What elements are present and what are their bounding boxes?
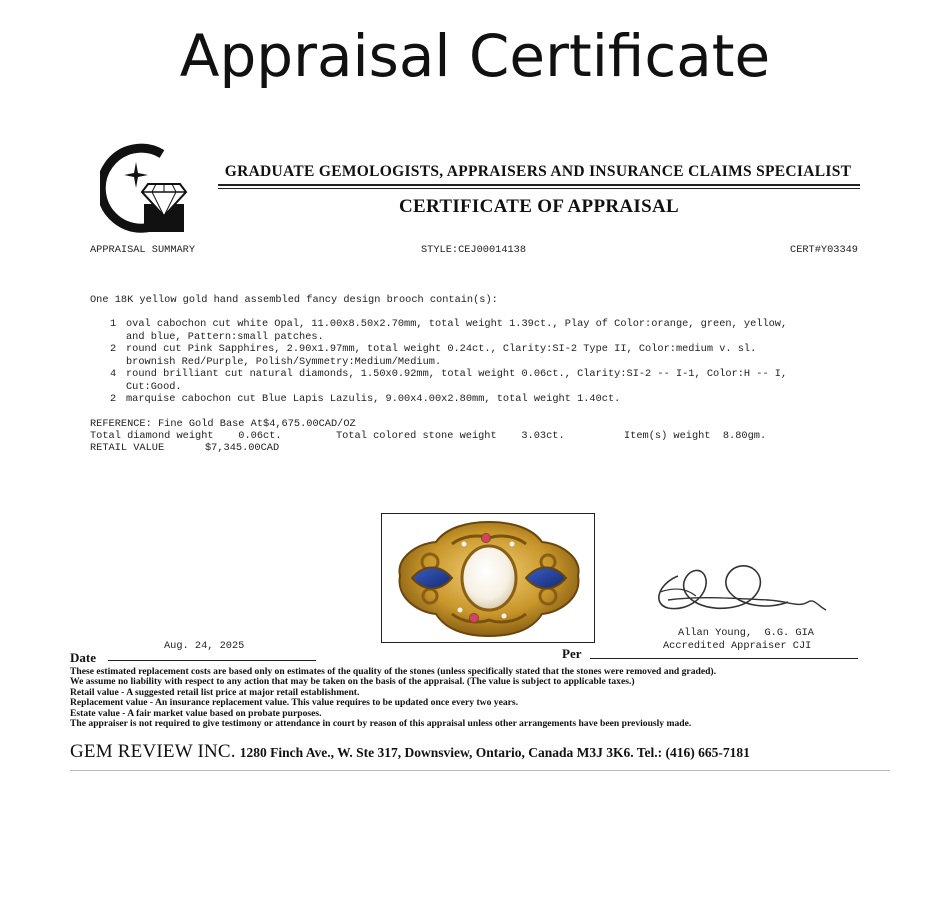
- date-label: Date: [70, 650, 96, 665]
- list-item: The appraiser is not required to give testimony or attendance in court by reason of this appraisal unless other arrangements have been previously made.: [70, 718, 692, 730]
- list-item: Replacement value - An insurance replacement value. This value requires to be updated once every two years.: [70, 697, 519, 709]
- brooch-photo: [381, 513, 595, 643]
- item-weight: Item(s) weight 8.80gm.: [624, 430, 767, 442]
- footer: [70, 741, 750, 763]
- footer-rule: [70, 770, 890, 771]
- appraiser-signature-icon: [648, 556, 838, 626]
- item-intro: One 18K yellow gold hand assembled fancy design brooch contain(s):: [90, 294, 498, 306]
- stone-list: [110, 318, 870, 406]
- total-diamond-weight: Total diamond weight 0.06ct.: [90, 430, 282, 442]
- header-rule-thin: [218, 188, 860, 189]
- header-rule: [218, 184, 860, 186]
- item-description: round brilliant cut natural diamonds, 1.50x0.92mm, total weight 0.06ct., Clarity:SI-2 -- I-1, Color:H -- I, Cut:Good.: [126, 368, 788, 393]
- list-item: [110, 318, 870, 343]
- certificate-heading: CERTIFICATE OF APPRAISAL: [399, 196, 679, 217]
- item-quantity: 4: [110, 368, 117, 380]
- appraisal-summary-label: APPRAISAL SUMMARY: [90, 244, 196, 256]
- per-label: Per: [562, 646, 582, 661]
- list-item: [110, 343, 870, 368]
- list-item: [110, 368, 870, 393]
- appraiser-name: Allan Young, G.G. GIA: [678, 627, 814, 639]
- organization-name: GRADUATE GEMOLOGISTS, APPRAISERS AND INSURANCE CLAIMS SPECIALIST: [224, 163, 852, 180]
- summary-block: [90, 418, 766, 454]
- item-description: round cut Pink Sapphires, 2.90x1.97mm, total weight 0.24ct., Clarity:SI-2 Type II, Color:medium v. sl. brownish Red/Purple, Polish/Symmetry:Medium/Medium.: [126, 343, 757, 368]
- date-value: Aug. 24, 2025: [164, 640, 245, 652]
- date-line: [108, 660, 316, 661]
- retail-value-label: RETAIL VALUE: [90, 442, 165, 454]
- gold-reference: REFERENCE: Fine Gold Base At$4,675.00CAD/OZ: [90, 418, 356, 430]
- item-quantity: 1: [110, 318, 117, 330]
- page-title: Appraisal Certificate: [179, 22, 771, 90]
- item-quantity: 2: [110, 393, 117, 405]
- total-colored-weight: Total colored stone weight 3.03ct.: [336, 430, 565, 442]
- per-line: [590, 658, 858, 659]
- gem-logo-icon: [100, 140, 192, 235]
- brooch-icon: [382, 514, 595, 643]
- company-address: 1280 Finch Ave., W. Ste 317, Downsview, Ontario, Canada M3J 3K6. Tel.: (416) 665-7181: [239, 745, 750, 760]
- style-number: STYLE:CEJ00014138: [421, 244, 527, 256]
- list-item: These estimated replacement costs are based only on estimates of the quality of the stones (unless specifically stated that the stones were removed and graded).: [70, 666, 717, 677]
- certificate-number: CERT#Y03349: [790, 244, 858, 256]
- disclaimer-notes: [70, 667, 890, 729]
- item-description: oval cabochon cut white Opal, 11.00x8.50x2.70mm, total weight 1.39ct., Play of Color:orange, green, yellow, and blue, Pattern:small patches.: [126, 318, 788, 343]
- retail-value: $7,345.00CAD: [205, 442, 280, 454]
- item-description: marquise cabochon cut Blue Lapis Lazulis, 9.00x4.00x2.80mm, total weight 1.40ct.: [126, 393, 621, 405]
- list-item: Estate value - A fair market value based on probate purposes.: [70, 707, 322, 719]
- list-item: Retail value - A suggested retail list price at major retail establishment.: [70, 686, 360, 698]
- list-item: [110, 393, 870, 406]
- company-name: GEM REVIEW INC.: [70, 741, 236, 762]
- appraiser-title: Accredited Appraiser CJI: [663, 640, 812, 652]
- list-item: We assume no liability with respect to any action that may be taken on the basis of the appraisal. (The value is subject to applicable taxes.): [70, 676, 635, 688]
- item-quantity: 2: [110, 343, 117, 355]
